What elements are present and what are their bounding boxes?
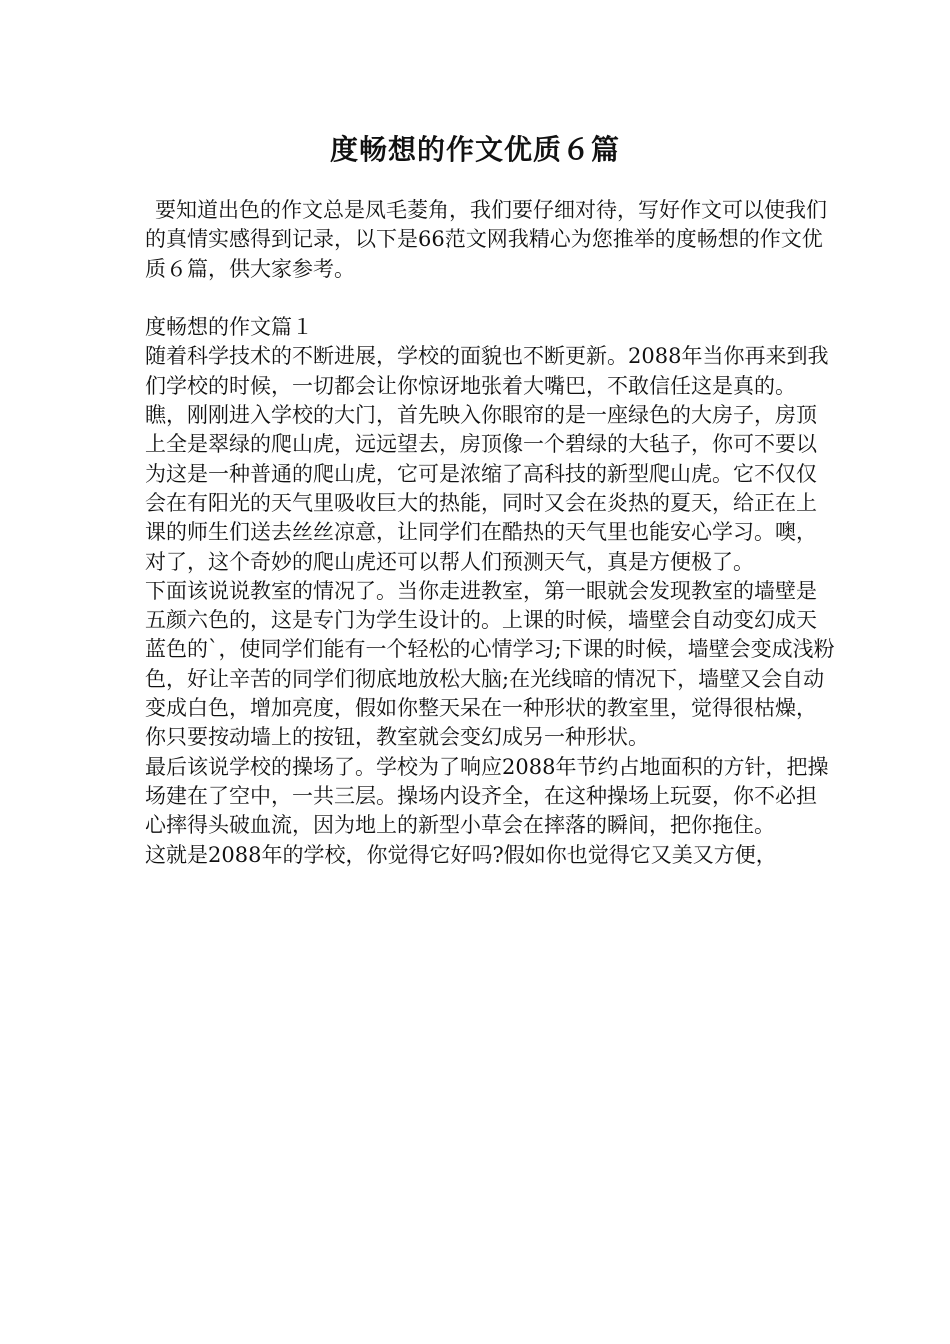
document-body [145, 196, 835, 870]
body-paragraph: 这就是2088年的学校，你觉得它好吗?假如你也觉得它又美又方便， [145, 842, 777, 867]
body-paragraph: 最后该说学校的操场了。学校为了响应2088年节约占地面积的方针，把操场建在了空中，一共三层。操场内设齐全，在这种操场上玩耍，你不必担心摔得头破血流，因为地上的新型小草会在摔落的瞬间，把你拖住。 [145, 754, 829, 838]
document-title: 度畅想的作文优质６篇 [329, 133, 620, 166]
body-paragraph: 瞧，刚刚进入学校的大门，首先映入你眼帘的是一座绿色的大房子，房顶上全是翠绿的爬山虎，远远望去，房顶像一个碧绿的大毡子，你可不要以为这是一种普通的爬山虎，它可是浓缩了高科技的新型爬山虎。它不仅仅会在有阳光的天气里吸收巨大的热能，同时又会在炎热的夏天，给正在上课的师生们送去丝丝凉意，让同学们在酷热的天气里也能安心学习。噢，对了，这个奇妙的爬山虎还可以帮人们预测天气，真是方便极了。 [145, 403, 817, 574]
section-heading: 度畅想的作文篇１ [145, 315, 313, 340]
body-paragraph: 下面该说说教室的情况了。当你走进教室，第一眼就会发现教室的墙壁是五颜六色的，这是专门为学生设计的。上课的时候，墙壁会自动变幻成天蓝色的`，使同学们能有一个轻松的心情学习;下课的时候，墙壁会变成浅粉色，好让辛苦的同学们彻底地放松大脑;在光线暗的情况下，墙壁又会自动变成白色，增加亮度，假如你整天呆在一种形状的教室里，觉得很枯燥，你只要按动墙上的按钮，教室就会变幻成另一种形状。 [145, 578, 835, 750]
body-paragraph: 随着科学技术的不断进展，学校的面貌也不断更新。2088年当你再来到我们学校的时候，一切都会让你惊讶地张着大嘴巴，不敢信任这是真的。 [145, 344, 829, 398]
intro-paragraph: 要知道出色的作文总是凤毛菱角，我们要仔细对待，写好作文可以使我们的真情实感得到记录，以下是66范文网我精心为您推举的度畅想的作文优质６篇，供大家参考。 [145, 198, 827, 281]
